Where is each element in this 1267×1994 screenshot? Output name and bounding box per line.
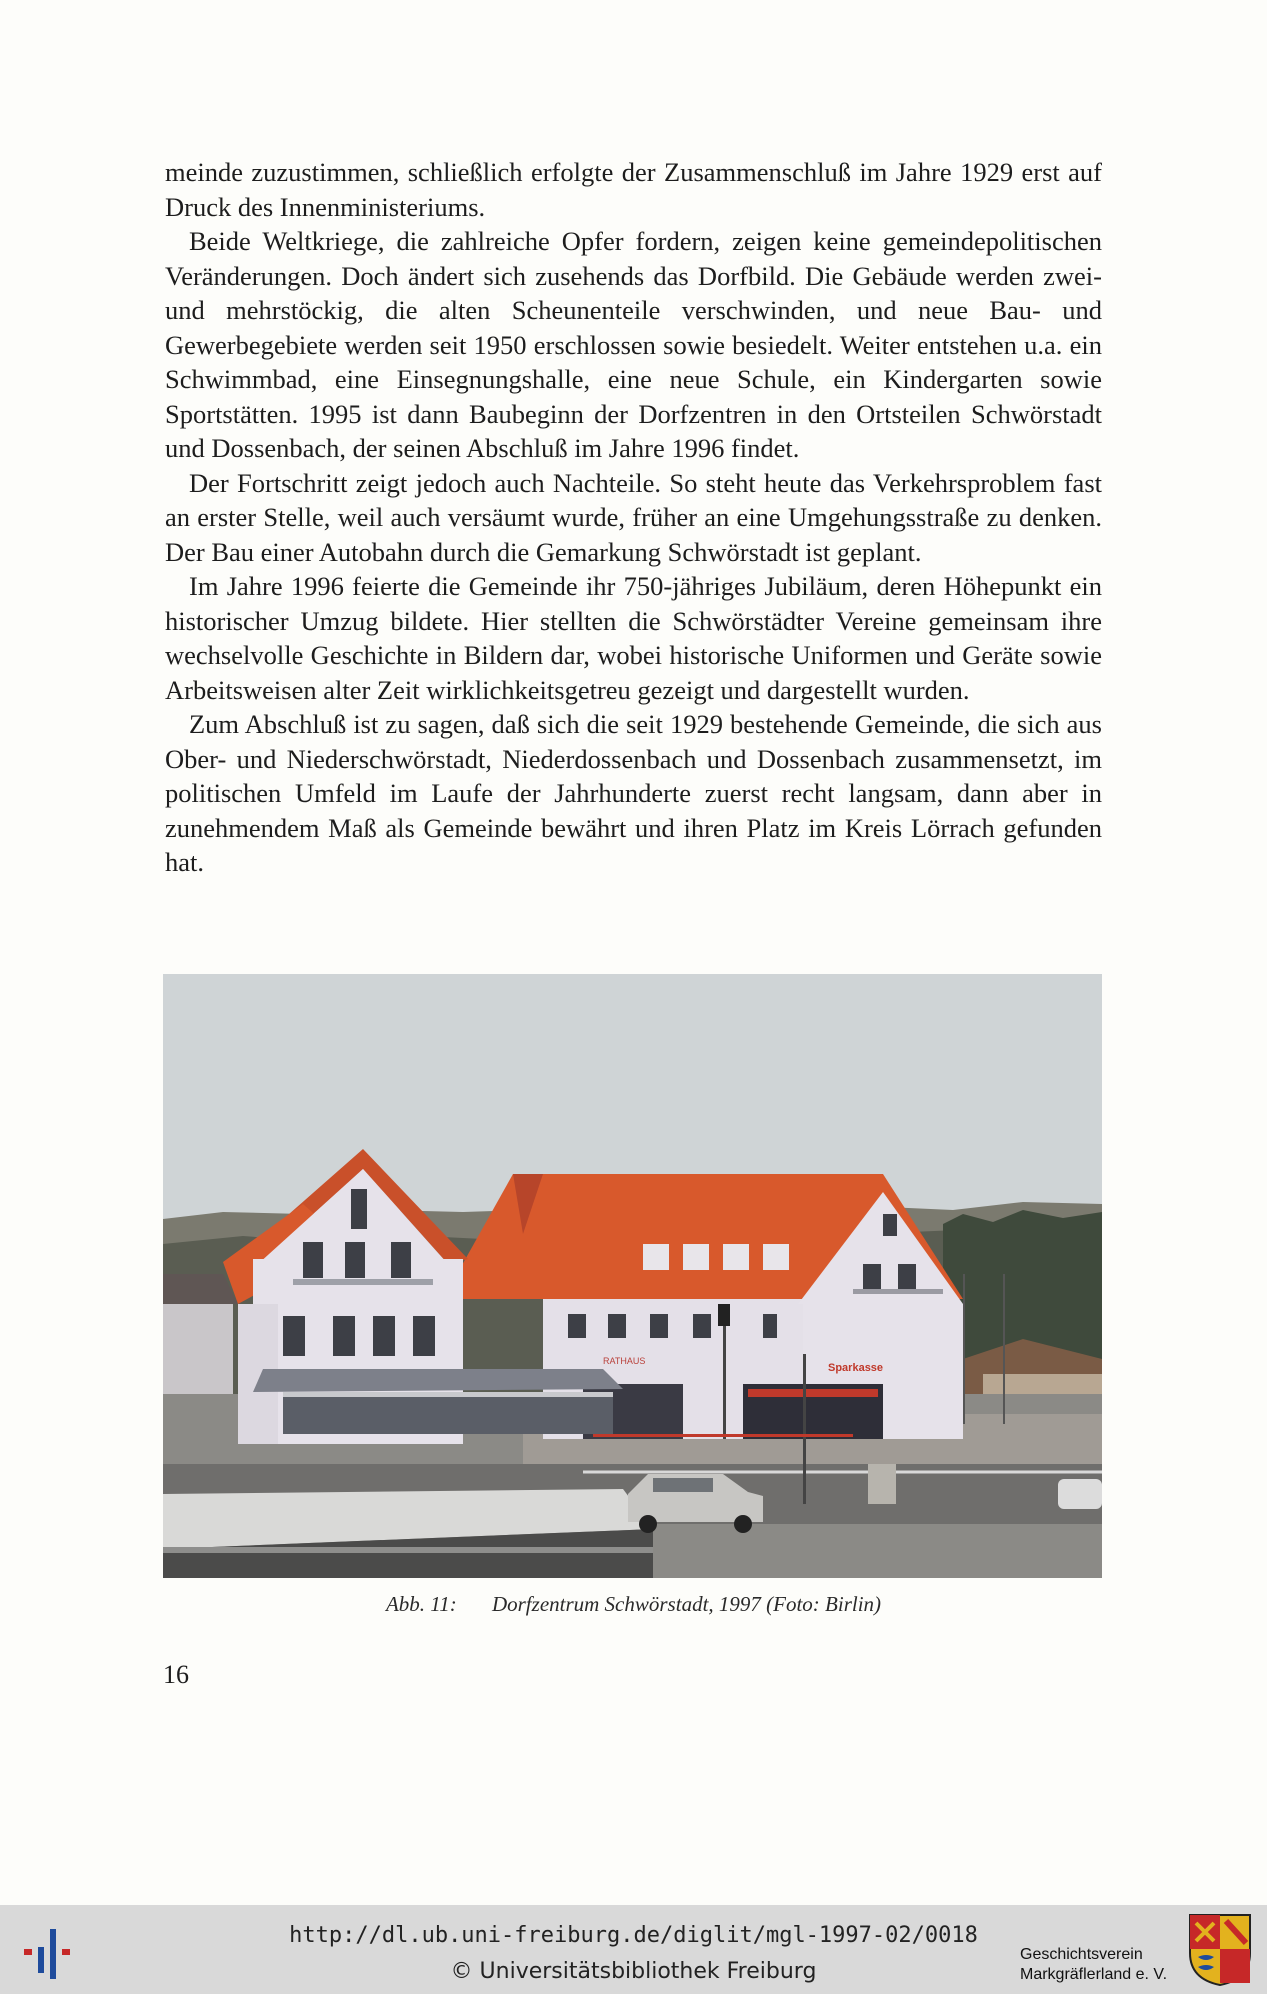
- permalink-url[interactable]: http://dl.ub.uni-freiburg.de/diglit/mgl-1997-02/0018: [289, 1923, 978, 1948]
- page-number: 16: [163, 1660, 189, 1689]
- coat-of-arms-icon: [1188, 1913, 1252, 1987]
- society-line-2: Markgräflerland e. V.: [1020, 1966, 1168, 1983]
- copyright-text: © Universitätsbibliothek Freiburg: [450, 1959, 817, 1984]
- society-line-1: Geschichtsverein: [1020, 1946, 1143, 1963]
- paragraph: Im Jahre 1996 feierte die Gemeinde ihr 750-jähriges Jubiläum, deren Höhepunkt ein historischer Umzug bildete. Hier stellten die Schwörstädter Vereine gemeinsam ihre wechselvolle Geschichte in Bildern dar, wobei historische Uniformen und Geräte sowie Arbeitsweisen alter Zeit wirklichkeitsgetreu gezeigt und dargestellt wurden.: [165, 571, 1102, 705]
- paragraph: Beide Weltkriege, die zahlreiche Opfer fordern, zeigen keine gemeindepolitischen Veränderungen. Doch ändert sich zusehends das Dorfbild. Die Gebäude werden zwei- und mehrstöckig, die alten Scheunenteile verschwinden, und neue Bau- und Gewerbegebiete werden seit 1950 erschlossen sowie besiedelt. Weiter entstehen u.a. ein Schwimmbad, eine Einsegnungshalle, eine neue Schule, ein Kindergarten sowie Sportstätten. 1995 ist dann Baubeginn der Dorfzentren in den Ortsteilen Schwörstadt und Dossenbach, der seinen Abschluß im Jahre 1996 findet.: [165, 226, 1102, 463]
- sign-rathaus: RATHAUS: [603, 1356, 646, 1366]
- paragraph: Zum Abschluß ist zu sagen, daß sich die seit 1929 bestehende Gemeinde, die sich aus Ober- und Niederschwörstadt, Niederdossenbach und Dossenbach zusammensetzt, im politischen Umfeld im Laufe der Jahrhunderte zuerst recht langsam, dann aber in zunehmendem Maß als Gemeinde bewährt und ihren Platz im Kreis Lörrach gefunden hat.: [165, 709, 1102, 877]
- footer-bar: [0, 1905, 1267, 1994]
- paragraph: meinde zuzustimmen, schließlich erfolgte der Zusammenschluß im Jahre 1929 erst auf Druck des Innenministeriums.: [165, 157, 1102, 222]
- caption-label: Abb. 11:: [385, 1592, 457, 1616]
- sign-sparkasse: Sparkasse: [828, 1362, 884, 1374]
- society-name: [1020, 1945, 1167, 1985]
- photo-dorfzentrum: [163, 974, 1102, 1578]
- caption-text: Dorfzentrum Schwörstadt, 1997 (Foto: Birlin): [491, 1592, 882, 1616]
- body-text: [165, 155, 1102, 880]
- paragraph: Der Fortschritt zeigt jedoch auch Nachteile. So steht heute das Verkehrsproblem fast an erster Stelle, weil auch versäumt wurde, früher an eine Umgehungsstraße zu denken. Der Bau einer Autobahn durch die Gemarkung Schwörstadt ist geplant.: [165, 467, 1102, 567]
- figure-caption: [0, 1592, 1267, 1617]
